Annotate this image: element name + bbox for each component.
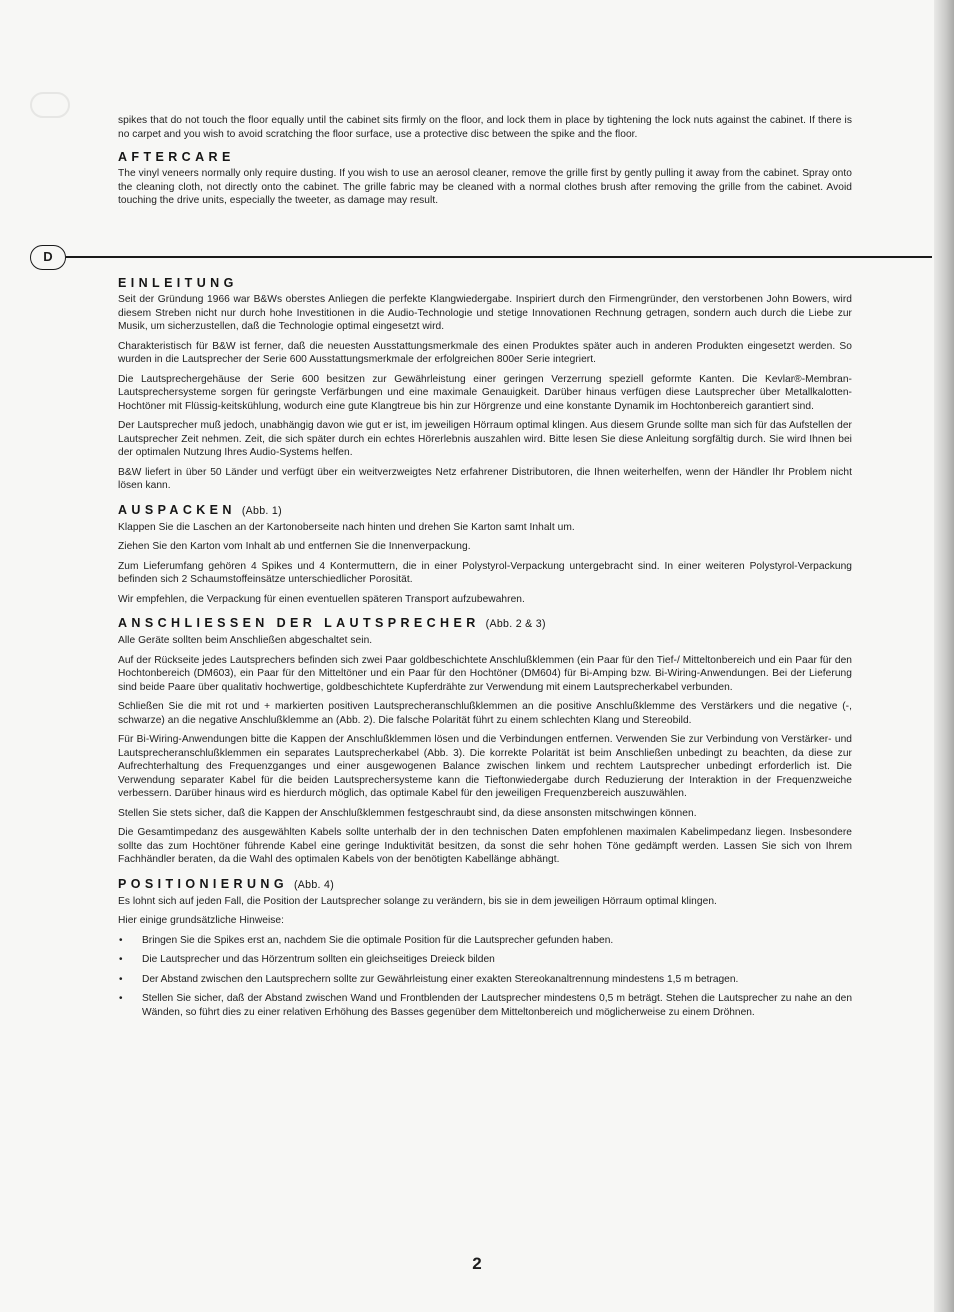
anschliessen-heading-text: ANSCHLIESSEN DER LAUTSPRECHER bbox=[118, 616, 480, 630]
page-number: 2 bbox=[472, 1254, 482, 1273]
list-item: • Der Abstand zwischen den Lautsprechern sollte zur Gewährleistung einer exakten Stereokanaltrennung mindestens 1,5 m betragen. bbox=[118, 973, 852, 987]
positionierung-paragraph: Es lohnt sich auf jeden Fall, die Position der Lautsprecher solange zu verändern, bis sie in dem jeweiligen Hörraum optimal klingen. bbox=[118, 895, 717, 907]
list-item: • Bringen Sie die Spikes erst an, nachdem Sie die optimale Position für die Lautsprecher gefunden haben. bbox=[118, 934, 852, 948]
einleitung-paragraph: Der Lautsprecher muß jedoch, unabhängig davon wie gut er ist, im jeweiligen Hörraum optimal klingen. Aus diesem Grunde sollte man sich für das Aufstellen der Lautsprecher Zeit nehmen. Zeit, die sich später durch ein echtes Hörerlebnis auszahlen wird. Bitte lesen Sie diese Anleitung sorgfältig durch. Sie wird Ihnen bei der optimalen Nutzung Ihres Audio-Systems helfen. bbox=[118, 420, 852, 458]
anschliessen-paragraph: Schließen Sie die mit rot und + markierten positiven Lautsprecheranschlußklemmen an die positive Anschlußklemme des Verstärkers und die negative (-, schwarze) an die negative Anschlußklemme an (Abb. 2). Die falsche Polarität führt zu einem schlechten Klang und Stereobild. bbox=[118, 701, 852, 726]
anschliessen-paragraph: Stellen Sie stets sicher, daß die Kappen der Anschlußklemmen festgeschraubt sind, da diese ansonsten mitschwingen können. bbox=[118, 807, 697, 819]
aftercare-heading: AFTERCARE bbox=[118, 150, 235, 164]
language-marker-badge: D bbox=[30, 245, 66, 270]
page-edge-shadow bbox=[934, 0, 954, 1312]
auspacken-paragraph: Klappen Sie die Laschen an der Kartonoberseite nach hinten und drehen Sie Karton samt Inhalt um. bbox=[118, 521, 575, 533]
list-item: • Stellen Sie sicher, daß der Abstand zwischen Wand und Frontblenden der Lautsprecher mindestens 0,5 m beträgt. Stehen die Lautsprecher zu nahe an den Wänden, so führt dies zu einer relativen Erhöhung des Basses gegenüber dem Mitteltonbereich und möglicherweise zu einem Dröhnen. bbox=[118, 992, 852, 1019]
faint-language-badge-watermark bbox=[30, 92, 70, 118]
english-section bbox=[118, 114, 852, 214]
auspacken-paragraph: Ziehen Sie den Karton vom Inhalt ab und entfernen Sie die Innenverpackung. bbox=[118, 541, 471, 552]
auspacken-heading bbox=[118, 503, 852, 519]
positionierung-bullet-list bbox=[118, 934, 852, 1020]
einleitung-paragraph: Die Lautsprechergehäuse der Serie 600 besitzen zur Gewährleistung einer geringen Verzerrung speziell geformte Kanten. Die Kevlar®-Membran-Lautsprechersysteme sorgen für geringste Verfärbungen und eine maximale Genauigkeit. Darüber hinaus verfügen diese Lautsprecher über Metallkalotten-Hochtöner mit Flüssig-keitskühlung, wodurch eine gute Klangtreue bis hin zur Hörgrenze und eine konstante Dynamik im Hochtonbereich garantiert sind. bbox=[118, 373, 852, 412]
anschliessen-paragraph: Auf der Rückseite jedes Lautsprechers befinden sich zwei Paar goldbeschichtete Anschlußklemmen (ein Paar für den Tief-/ Mitteltonbereich und ein Paar für den Hochtonbereich (DM603), ein Paar für den Mitteltöner und ein Paar für den Hochtöner (DM604) für Bi-Amping bzw. Bi-Wiring-Anwendungen. Bei der Lieferung sind beide Paare über qualitativ hochwertige, goldbeschichtete Kupferdrähte zur Verwendung mit einem Lautsprecherkabel verbunden. bbox=[118, 654, 852, 693]
auspacken-heading-text: AUSPACKEN bbox=[118, 502, 236, 517]
anschliessen-paragraph: Alle Geräte sollten beim Anschließen abgeschaltet sein. bbox=[118, 635, 373, 646]
auspacken-paragraph: Wir empfehlen, die Verpackung für einen eventuellen späteren Transport aufzubewahren. bbox=[118, 593, 525, 605]
english-intro-paragraph: spikes that do not touch the floor equally until the cabinet sits firmly on the floor, and lock them in place by tightening the lock nuts against the cabinet. If there is no carpet and you wish to avoid scratching the floor surface, use a protective disc between the spike and the floor. bbox=[118, 115, 852, 140]
anschliessen-heading bbox=[118, 616, 852, 632]
einleitung-paragraph: Charakteristisch für B&W ist ferner, daß die neuesten Ausstattungsmerkmale des einen Produktes später auch in anderen Produkten eingesetzt werden. So wurden in die Lautsprecher der Serie 600 Ausstattungsmerkmale der erfolgreichen 800er Serie integriert. bbox=[118, 340, 852, 365]
positionierung-paragraph: Hier einige grundsätzliche Hinweise: bbox=[118, 915, 285, 926]
language-divider-line bbox=[66, 256, 932, 258]
positionierung-heading bbox=[118, 877, 852, 893]
anschliessen-paragraph: Die Gesamtimpedanz des ausgewählten Kabels sollte unterhalb der in den technischen Daten empfohlenen maximalen Kabelimpedanz liegen. Insbesondere sollte das zum Hochtöner führende Kabel eine geringe Induktivität besitzen, da sonst die sehr hohen Töne gedämpft werden. Lassen Sie sich von Ihrem Fachhändler beraten, da die Wahl des optimalen Kabels von der benötigten Kabellänge abhängt. bbox=[118, 827, 852, 865]
german-section bbox=[118, 276, 852, 1025]
anschliessen-paragraph: Für Bi-Wiring-Anwendungen bitte die Kappen der Anschlußklemmen lösen und die Verbindungen entfernen. Verwenden Sie zur Verbindung von Verstärker- und Lautsprecheranschlußklemmen ein separates Lautsprecherkabel (Abb. 3). Die korrekte Polarität ist beim Anschließen unbedingt zu beachten, da diese zur Aufrechterhaltung des Frequenzganges und einer ausgewogenen Balance zwischen linkem und rechtem Lautsprecher unbedingt erforderlich ist. Die Verwendung separater Kabel für die beiden Lautsprechersysteme kann die Tieftonwiedergabe durch Reduzierung der Interaktion in der Frequenzweiche verbessern. Darüber hinaus wird es hierdurch möglich, das optimale Kabel für den jeweiligen Frequenzbereich auszuwählen. bbox=[118, 734, 852, 799]
auspacken-paragraph: Zum Lieferumfang gehören 4 Spikes und 4 Kontermuttern, die in einer Polystyrol-Verpackung untergebracht sind. In einer weiteren Polystyrol-Verpackung befinden sich 2 Schaumstoffeinsätze unterschiedlicher Porosität. bbox=[118, 560, 852, 585]
auspacken-figure-ref: (Abb. 1) bbox=[241, 504, 282, 517]
anschliessen-figure-ref: (Abb. 2 & 3) bbox=[485, 618, 546, 630]
positionierung-figure-ref: (Abb. 4) bbox=[293, 878, 335, 891]
positionierung-heading-text: POSITIONIERUNG bbox=[118, 876, 288, 891]
einleitung-heading: EINLEITUNG bbox=[118, 276, 238, 290]
einleitung-paragraph: Seit der Gründung 1966 war B&Ws oberstes Anliegen die perfekte Klangwiedergabe. Inspiriert durch den Firmengründer, den verstorbenen John Bowers, wird diesem Streben nicht nur durch hohe Investitionen in die Audio-Technologie und stetige Innovationen Rechnung getragen, sondern auch durch die Liebe zur Musik, um sicherzustellen, daß die Technologie optimal eingesetzt wird. bbox=[118, 294, 852, 332]
aftercare-paragraph: The vinyl veneers normally only require dusting. If you wish to use an aerosol cleaner, remove the grille first by gently pulling it away from the cabinet. Spray onto the cleaning cloth, not directly onto the cabinet. The grille fabric may be cleaned with a normal clothes brush after removing the grille from the cabinet. Avoid touching the drive units, especially the tweeter, as damage may result. bbox=[118, 168, 852, 206]
einleitung-paragraph: B&W liefert in über 50 Länder und verfügt über ein weitverzweigtes Netz erfahrener Distributoren, die Ihnen weiterhelfen, wenn der Händler Ihr Problem nicht lösen kann. bbox=[118, 466, 852, 491]
list-item: • Die Lautsprecher und das Hörzentrum sollten ein gleichseitiges Dreieck bilden bbox=[118, 953, 852, 967]
